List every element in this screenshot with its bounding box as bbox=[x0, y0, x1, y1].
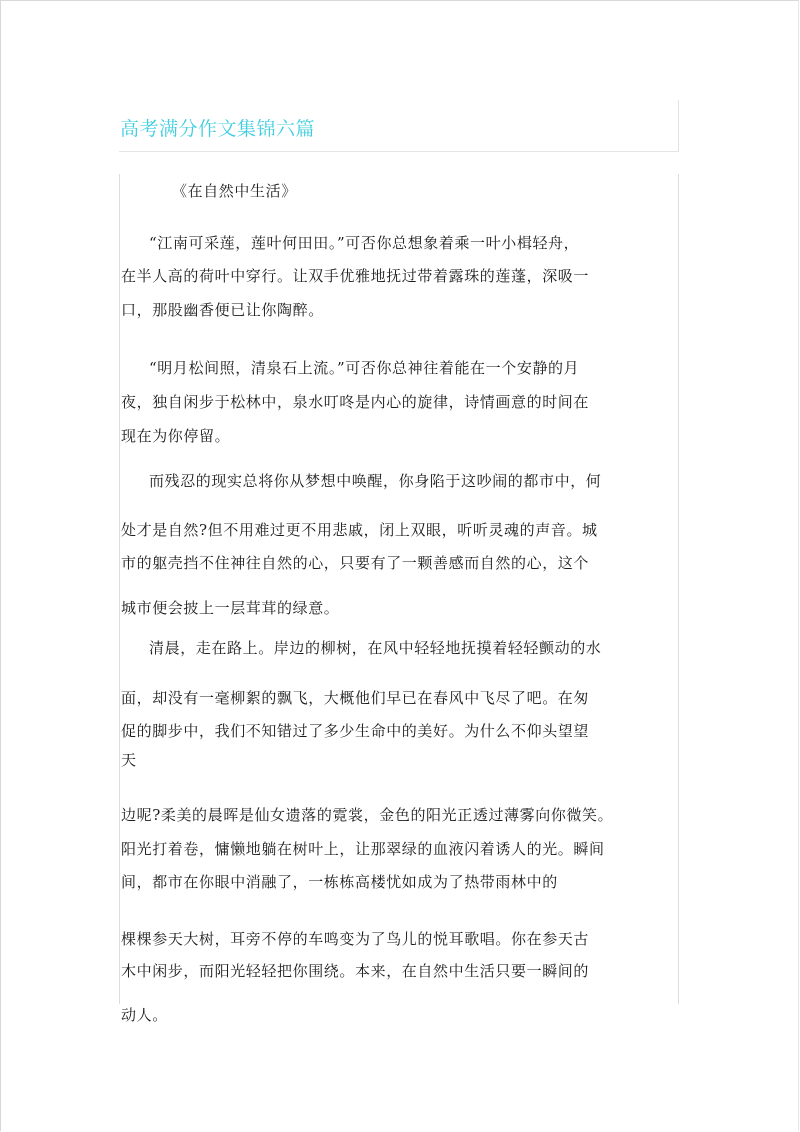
document-title: 高考满分作文集锦六篇 bbox=[120, 118, 316, 140]
text-line: “江南可采莲，莲叶何田田。”可否你总想象着乘一叶小楫轻舟， bbox=[149, 234, 580, 252]
text-line: 边呢?柔美的晨晖是仙女遗落的霓裳，金色的阳光正透过薄雾向你微笑。 bbox=[121, 806, 614, 824]
text-line: 夜，独自闲步于松林中，泉水叮咚是内心的旋律，诗情画意的时间在 bbox=[121, 393, 590, 411]
essay-title: 《在自然中生活》 bbox=[172, 182, 297, 200]
text-line: 促的脚步中，我们不知错过了多少生命中的美好。为什么不仰头望望 bbox=[121, 722, 590, 740]
text-line: 在半人高的荷叶中穿行。让双手优雅地抚过带着露珠的莲蓬，深吸一 bbox=[121, 267, 590, 285]
text-line: 处才是自然?但不用难过更不用悲戚，闭上双眼，听听灵魂的声音。城 bbox=[121, 521, 598, 539]
text-line: 天 bbox=[121, 751, 137, 769]
text-line: 木中闲步，而阳光轻轻把你围绕。本来，在自然中生活只要一瞬间的 bbox=[121, 962, 590, 980]
text-line: 阳光打着卷，慵懒地躺在树叶上，让那翠绿的血液闪着诱人的光。瞬间 bbox=[121, 840, 605, 858]
text-line: 间，都市在你眼中消融了，一栋栋高楼忧如成为了热带雨林中的 bbox=[121, 873, 558, 891]
text-line: 口，那股幽香便已让你陶醉。 bbox=[121, 301, 324, 319]
text-line: 面，却没有一毫柳絮的飘飞，大概他们早已在春风中飞尽了吧。在匆 bbox=[121, 689, 590, 707]
text-line: 清晨，走在路上。岸边的柳树，在风中轻轻地抚摸着轻轻颤动的水 bbox=[149, 639, 602, 657]
text-line: 现在为你停留。 bbox=[121, 427, 231, 445]
text-line: “明月松间照，清泉石上流。”可否你总神往着能在一个安静的月 bbox=[149, 359, 580, 377]
text-line: 市的躯壳挡不住神往自然的心，只要有了一颗善感而自然的心，这个 bbox=[121, 554, 590, 572]
text-line: 棵棵参天大树，耳旁不停的车鸣变为了鸟儿的悦耳歌唱。你在参天古 bbox=[121, 930, 590, 948]
text-line: 动人。 bbox=[121, 1006, 168, 1024]
text-line: 而残忍的现实总将你从梦想中唤醒，你身陷于这吵闹的都市中，何 bbox=[149, 472, 602, 490]
text-line: 城市便会披上一层茸茸的绿意。 bbox=[121, 599, 340, 617]
title-box bbox=[119, 100, 679, 152]
